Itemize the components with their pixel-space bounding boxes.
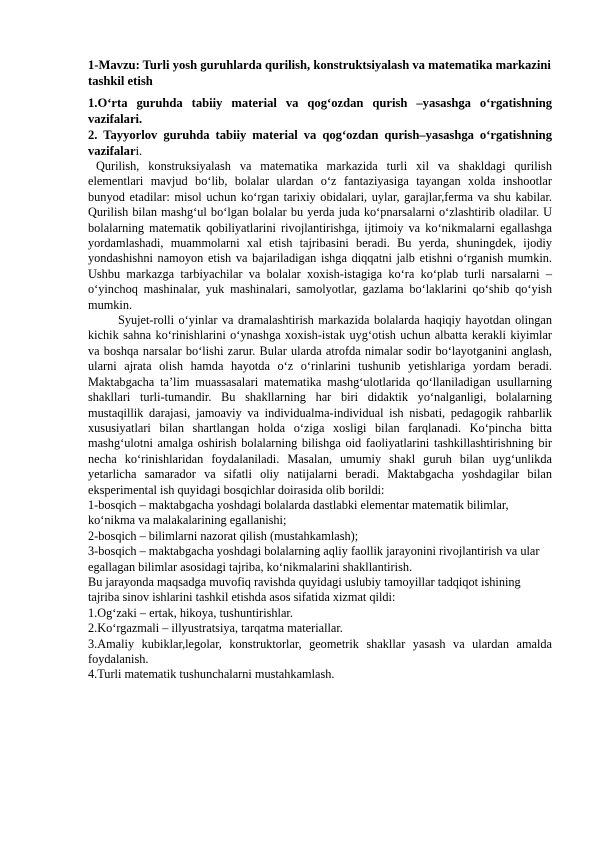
task-2-tail: i. [135, 144, 143, 158]
document-title: 1-Mavzu: Turli yosh guruhlarda qurilish, konstruktsiyalash va matematika markazini tashkil etish [88, 58, 551, 88]
paragraph-1: Qurilish, konstruksiyalash va matematika markazida turli xil va shakldagi qurilish elementlari mavjud bo‘lib, bolalar ulardan o‘z fantaziyasiga tayangan xolda inshootlar bunyod etadilar: misol uchun ko‘rgan tarixiy obidalari, uylar, garajlar,ferma va shu kabilar. Qurilish bilan mashg‘ul bo‘lgan bolalar bu yerda juda ko‘pnarsalarni o‘zlashtirib oladilar. U bolalarning matematik qobiliyatlarini rivojlantirishga, ijtimoiy va ko‘nikmalarni egallashga yordamlashadi, muammolarni xal etish tajribasini beradi. Bu yerda, shuningdek, ijodiy yondashishni namoyon etish va bajariladigan ishga diqqatni jalb etishni o‘rganish mumkin. Ushbu markazga tarbiyachilar va bolalar xoxish-istagiga ko‘ra ko‘plab turli narsalarni – o‘yinchoq mashinalar, yuk mashinalari, samolyotlar, gazlama bo‘laklarini qo‘shib qo‘yish mumkin. [88, 159, 552, 312]
list-item-2: 2.Ko‘rgazmali – illyustratsiya, tarqatma materiallar. [88, 621, 343, 636]
list-item-1: 1.Og‘zaki – ertak, hikoya, tushuntirishlar. [88, 605, 293, 620]
list-item-3: 3.Amaliy kubiklar,legolar, konstruktorlar, geometrik shakllar yasash va ulardan amalda foydalanish. [88, 636, 552, 666]
stage-1: 1-bosqich – maktabgacha yoshdagi bolalarda dastlabki elementar matematik bilimlar, ko‘nikma va malakalarining egallanishi; [88, 497, 509, 528]
paragraph-2: Syujet-rolli o‘yinlar va dramalashtirish markazida bolalarda haqiqiy hayotdan olingan kichik sahna ko‘rinishlarini o‘ynashga xoxish-istak uyg‘otish uchun albatta kerakli kiyimlar va boshqa narsalar bo‘lishi zarur. Bular ularda atrofda nimalar sodir bo‘layotganini anglash, ularni ajrata olish hamda hayotda o‘z o‘rinlarini tushunib yetishlariga yordam beradi. Maktabgacha ta’lim muassasalari matematika mashg‘ulotlarida qo‘llaniladigan usullarning shakllari turli-tumandir. Bu shakllarning har biri didaktik yo‘nalganligi, bolalarning mustaqillik darajasi, jamoaviy va individualma-individual ish nisbati, pedagogik rahbarlik xususiyatlari bilan shartlangan holda o‘ziga xosligi bilan farqlanadi. Ko‘pincha bitta mashg‘ulotni amalga oshirish bolalarning bilishga oid faoliyatlarini tashkillashtirishning bir necha ko‘rinishlaridan foydalaniladi. Masalan, umumiy shakl guruh bilan uyg‘unlikda yetarlicha samarador va sifatli oliy natijalarni beradi. Maktabgacha yoshdagilar bilan eksperimental ish quyidagi bosqichlar doirasida olib borildi: [88, 313, 552, 497]
list-item-4: 4.Turli matematik tushunchalarni mustahkamlash. [88, 667, 335, 682]
task-1: 1.O‘rta guruhda tabiiy material va qog‘ozdan qurish –yasashga o‘rgatishning vazifalari. [88, 96, 552, 126]
stage-3: 3-bosqich – maktabgacha yoshdagi bolalarning aqliy faollik jarayonini rivojlantirish va ular egallagan bilimlar asosidagi tajriba, ko‘nikmalarini shakllantirish. [88, 544, 540, 574]
paragraph-3: Bu jarayonda maqsadga muvofiq ravishda quyidagi uslubiy tamoyillar tadqiqot ishining tajriba sinov ishlarini tashkil etishda asos sifatida xizmat qildi: [88, 574, 521, 605]
stage-2: 2-bosqich – bilimlarni nazorat qilish (mustahkamlash); [88, 528, 359, 543]
task-2-bold: 2. Tayyorlov guruhda tabiiy material va qog‘ozdan qurish–yasashga o‘rgatishning vazifalar [88, 128, 552, 158]
task-2 [88, 127, 552, 159]
